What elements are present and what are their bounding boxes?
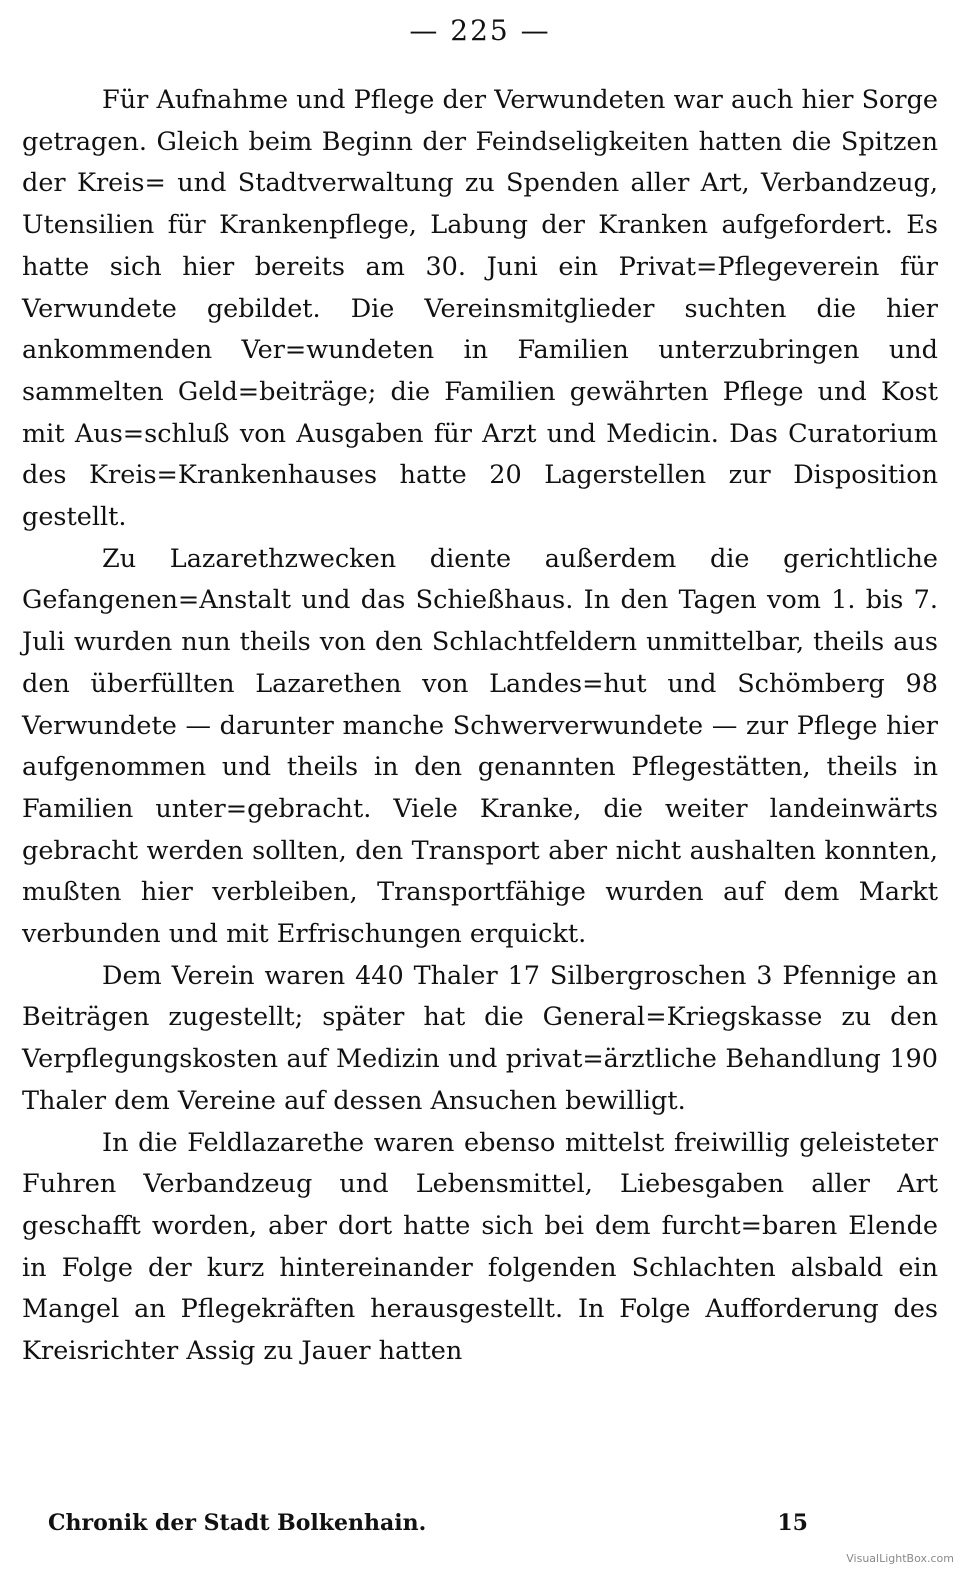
footer-signature-mark: 15 [777, 1510, 808, 1536]
watermark: VisualLightBox.com [846, 1552, 954, 1565]
paragraph-2: Zu Lazarethzwecken diente außerdem die gerichtliche Gefangenen=Anstalt und das Schießhaus. In den Tagen vom 1. bis 7. Juli wurden nun theils von den Schlachtfeldern unmittelbar, theils aus den überfüllten Lazarethen von Landes=hut und Schömberg 98 Verwundete — darunter manche Schwerverwundete — zur Pflege hier aufgenommen und theils in den genannten Pflegestätten, theils in Familien unter=gebracht. Viele Kranke, die weiter landeinwärts gebracht werden sollten, den Transport aber nicht aushalten konnten, mußten hier verbleiben, Transportfähige wurden auf dem Markt verbunden und mit Erfrischungen erquickt. [22, 543, 938, 950]
paragraph-4: In die Feldlazarethe waren ebenso mittelst freiwillig geleisteter Fuhren Verbandzeug und Lebensmittel, Liebesgaben aller Art geschafft worden, aber dort hatte sich bei dem furcht=baren Elende in Folge der kurz hintereinander folgenden Schlachten alsbald ein Mangel an Pflegekräften herausgestellt. In Folge Aufforderung des Kreisrichter Assig zu Jauer hatten [22, 1127, 938, 1367]
paragraph-3: Dem Verein waren 440 Thaler 17 Silbergroschen 3 Pfennige an Beiträgen zugestellt; später hat die General=Kriegskasse zu den Verpflegungskosten auf Medizin und privat=ärztliche Behandlung 190 Thaler dem Vereine auf dessen Ansuchen bewilligt. [22, 960, 938, 1116]
paragraph-1: Für Aufnahme und Pflege der Verwundeten war auch hier Sorge getragen. Gleich beim Beginn der Feindseligkeiten hatten die Spitzen der Kreis= und Stadtverwaltung zu Spenden aller Art, Verbandzeug, Utensilien für Krankenpflege, Labung der Kranken aufgefordert. Es hatte sich hier bereits am 30. Juni ein Privat=Pflegeverein für Verwundete gebildet. Die Vereinsmitglieder suchten die hier ankommenden Ver=wundeten in Familien unterzubringen und sammelten Geld=beiträge; die Familien gewährten Pflege und Kost mit Aus=schluß von Ausgaben für Arzt und Medicin. Das Curatorium des Kreis=Krankenhauses hatte 20 Lagerstellen zur Disposition gestellt. [22, 85, 938, 533]
page-number: — 225 — [409, 14, 551, 47]
footer-book-title: Chronik der Stadt Bolkenhain. [48, 1510, 427, 1536]
body-text [22, 80, 938, 1373]
page-footer [48, 1510, 808, 1536]
